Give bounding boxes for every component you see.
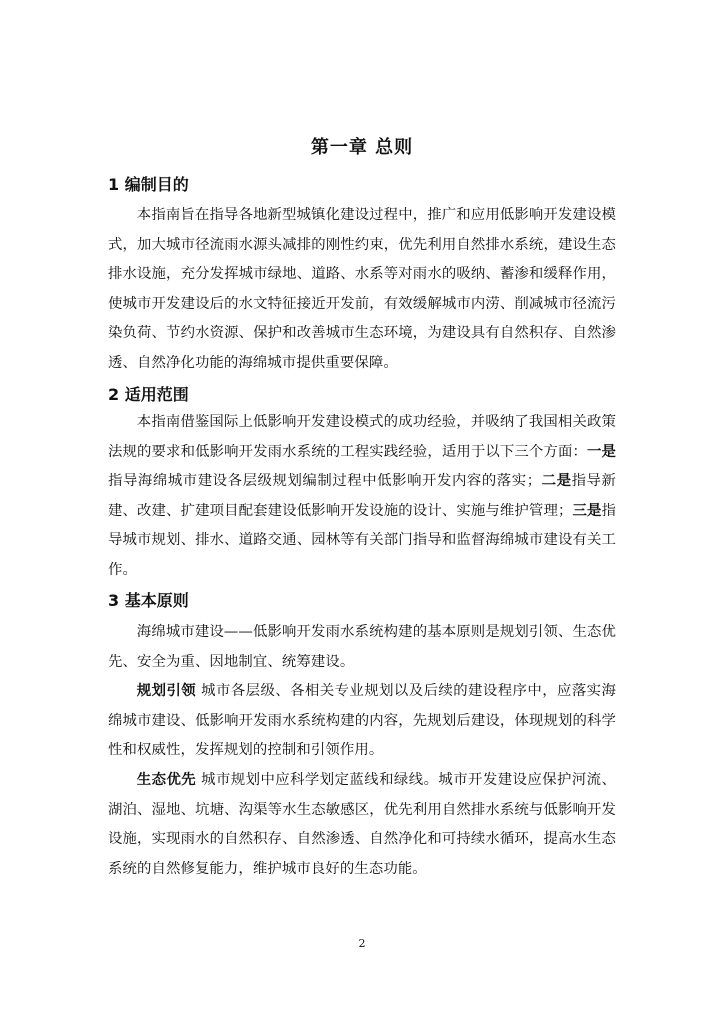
section-heading-scope: 2 适用范围 bbox=[108, 385, 189, 404]
paragraph-planning-lead bbox=[108, 677, 616, 766]
scope-emphasis-2: 二是 bbox=[541, 473, 572, 489]
paragraph-ecology-first bbox=[108, 766, 616, 884]
section-heading-purpose: 1 编制目的 bbox=[108, 175, 189, 194]
planning-lead-text: 城市各层级、各相关专业规划以及后续的建设程序中，应落实海绵城市建设、低影响开发雨水系统构建的内容，先规划后建设，体现规划的科学性和权威性，发挥规划的控制和引领作用。 bbox=[108, 683, 616, 758]
paragraph-principles-intro: 海绵城市建设——低影响开发雨水系统构建的基本原则是规划引领、生态优先、安全为重、因地制宜、统筹建设。 bbox=[108, 624, 616, 670]
ecology-first-label: 生态优先 bbox=[136, 772, 197, 788]
scope-emphasis-1: 一是 bbox=[586, 443, 616, 460]
section-heading-principles: 3 基本原则 bbox=[108, 591, 189, 610]
scope-text-1: 本指南借鉴国际上低影响开发建设模式的成功经验，并吸纳了我国相关政策法规的要求和低影响开发雨水系统的工程实践经验，适用于以下三个方面： bbox=[108, 414, 616, 460]
scope-emphasis-3: 三是 bbox=[572, 502, 602, 519]
ecology-first-text: 城市规划中应科学划定蓝线和绿线。城市开发建设应保护河流、湖泊、湿地、坑塘、沟渠等水生态敏感区，优先利用自然排水系统与低影响开发设施，实现雨水的自然积存、自然渗透、自然净化和可持续水循环，提高水生态系统的自然修复能力，维护城市良好的生态功能。 bbox=[108, 772, 616, 877]
scope-text-4: 指导城市规划、排水、道路交通、园林等有关部门指导和监督海绵城市建设有关工作。 bbox=[108, 502, 617, 578]
scope-text-3: 指导新建、改建、扩建项目配套建设低影响开发设施的设计、实施与维护管理； bbox=[108, 473, 616, 519]
scope-text-2: 指导海绵城市建设各层级规划编制过程中低影响开发内容的落实； bbox=[108, 473, 542, 489]
planning-lead-label: 规划引领 bbox=[136, 683, 197, 699]
paragraph-scope bbox=[108, 408, 616, 585]
page-number: 2 bbox=[358, 937, 366, 950]
chapter-title: 第一章 总则 bbox=[310, 137, 414, 158]
paragraph-purpose: 本指南旨在指导各地新型城镇化建设过程中，推广和应用低影响开发建设模式，加大城市径流雨水源头减排的刚性约束，优先利用自然排水系统，建设生态排水设施，充分发挥城市绿地、道路、水系等对雨水的吸纳、蓄渗和缓释作用，使城市开发建设后的水文特征接近开发前，有效缓解城市内涝、削减城市径流污染负荷、节约水资源、保护和改善城市生态环境，为建设具有自然积存、自然渗透、自然净化功能的海绵城市提供重要保障。 bbox=[108, 207, 616, 371]
